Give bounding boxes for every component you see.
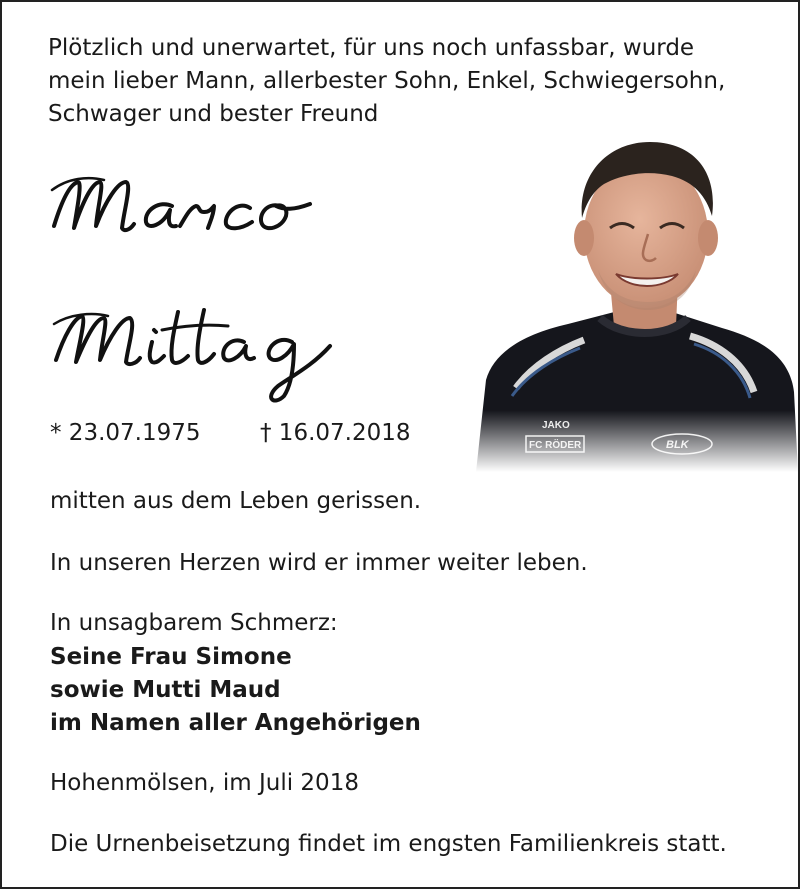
mourner-relatives: im Namen aller Angehörigen xyxy=(50,710,421,736)
birth-date: * 23.07.1975 xyxy=(50,420,201,446)
intro-line-3: Schwager und bester Freund xyxy=(48,101,379,127)
mourner-mother: sowie Mutti Maud xyxy=(50,677,281,703)
torn-from-life-text: mitten aus dem Leben gerissen. xyxy=(50,488,422,514)
last-name-script xyxy=(48,298,358,413)
intro-text xyxy=(48,32,748,131)
mourner-wife: Seine Frau Simone xyxy=(50,644,292,670)
hearts-text: In unseren Herzen wird er immer weiter leben. xyxy=(50,550,588,576)
portrait-photo xyxy=(472,130,798,472)
first-name-script xyxy=(48,170,338,250)
grief-intro-text: In unsagbarem Schmerz: xyxy=(50,610,338,636)
intro-line-2: mein lieber Mann, allerbester Sohn, Enkel, Schwiegersohn, xyxy=(48,68,726,94)
burial-notice-text: Die Urnenbeisetzung findet im engsten Familienkreis statt. xyxy=(50,831,727,857)
intro-line-1: Plötzlich und unerwartet, für uns noch unfassbar, wurde xyxy=(48,35,695,61)
place-date-text: Hohenmölsen, im Juli 2018 xyxy=(50,770,359,796)
death-date: † 16.07.2018 xyxy=(260,420,411,446)
